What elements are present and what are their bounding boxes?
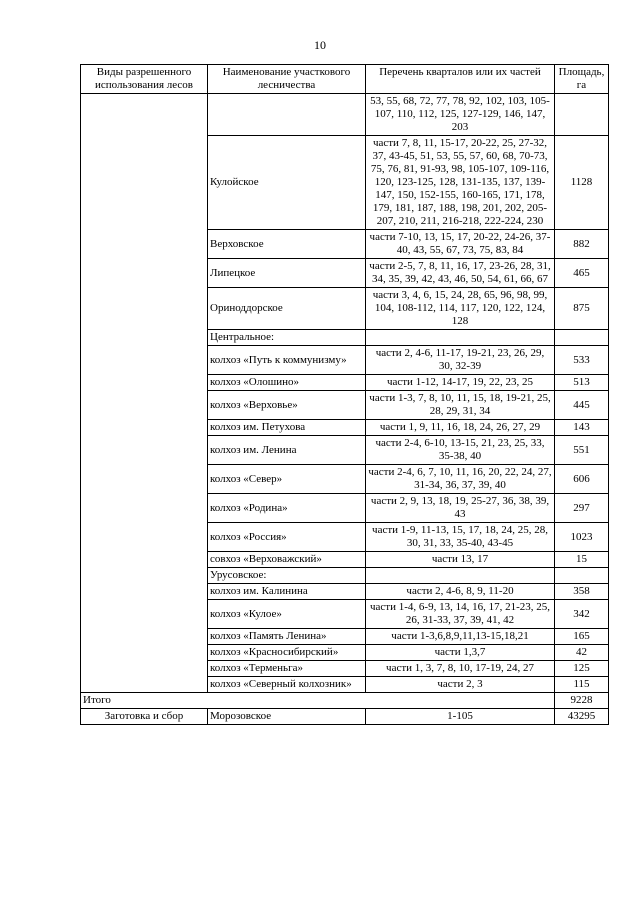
total-label: Итого <box>81 693 555 709</box>
forestry-name-cell: колхоз «Память Ленина» <box>208 629 366 645</box>
forestry-name-cell: колхоз «Родина» <box>208 494 366 523</box>
area-cell: 606 <box>555 465 609 494</box>
area-cell <box>555 568 609 584</box>
quarters-cell <box>366 330 555 346</box>
quarters-cell: части 2, 3 <box>366 677 555 693</box>
header-quarters-list: Перечень кварталов или их частей <box>366 65 555 94</box>
quarters-cell: части 2-4, 6-10, 13-15, 21, 23, 25, 33, 35-38, 40 <box>366 436 555 465</box>
forestry-name-cell: колхоз «Терменьга» <box>208 661 366 677</box>
forestry-name-cell: Верховское <box>208 230 366 259</box>
use-type-cell: Заготовка и сбор <box>81 709 208 725</box>
forestry-name-cell: Липецкое <box>208 259 366 288</box>
forestry-name-cell: колхоз «Кулое» <box>208 600 366 629</box>
quarters-cell: части 1-3,6,8,9,11,13-15,18,21 <box>366 629 555 645</box>
area-cell: 115 <box>555 677 609 693</box>
forestry-name-cell: Ориноддорское <box>208 288 366 330</box>
quarters-cell: части 2-5, 7, 8, 11, 16, 17, 23-26, 28, 31, 34, 35, 39, 42, 43, 46, 50, 54, 61, 66, 67 <box>366 259 555 288</box>
area-cell: 43295 <box>555 709 609 725</box>
forestry-name-cell: Центральное: <box>208 330 366 346</box>
total-row <box>81 693 609 709</box>
table-row <box>81 709 609 725</box>
forestry-name-cell: совхоз «Верховажский» <box>208 552 366 568</box>
area-cell: 882 <box>555 230 609 259</box>
header-area: Площадь, га <box>555 65 609 94</box>
forestry-name-cell: колхоз им. Ленина <box>208 436 366 465</box>
quarters-cell: части 1, 9, 11, 16, 18, 24, 26, 27, 29 <box>366 420 555 436</box>
quarters-cell: 1-105 <box>366 709 555 725</box>
quarters-cell: части 1-9, 11-13, 15, 17, 18, 24, 25, 28, 30, 31, 33, 35-40, 43-45 <box>366 523 555 552</box>
quarters-cell: части 1,3,7 <box>366 645 555 661</box>
area-cell <box>555 94 609 136</box>
area-cell: 358 <box>555 584 609 600</box>
quarters-cell <box>366 568 555 584</box>
quarters-cell: 53, 55, 68, 72, 77, 78, 92, 102, 103, 105-107, 110, 112, 125, 127-129, 146, 147, 203 <box>366 94 555 136</box>
area-cell: 342 <box>555 600 609 629</box>
quarters-cell: части 2-4, 6, 7, 10, 11, 16, 20, 22, 24, 27, 31-34, 36, 37, 39, 40 <box>366 465 555 494</box>
area-cell: 875 <box>555 288 609 330</box>
quarters-cell: части 1-4, 6-9, 13, 14, 16, 17, 21-23, 25, 26, 31-33, 37, 39, 41, 42 <box>366 600 555 629</box>
area-cell: 1128 <box>555 136 609 230</box>
quarters-cell: части 1-12, 14-17, 19, 22, 23, 25 <box>366 375 555 391</box>
quarters-cell: части 7-10, 13, 15, 17, 20-22, 24-26, 37-40, 43, 55, 67, 73, 75, 83, 84 <box>366 230 555 259</box>
page-number: 10 <box>314 38 326 52</box>
forestry-name-cell: колхоз «Россия» <box>208 523 366 552</box>
quarters-cell: части 3, 4, 6, 15, 24, 28, 65, 96, 98, 99, 104, 108-112, 114, 117, 120, 122, 124, 128 <box>366 288 555 330</box>
forestry-name-cell <box>208 94 366 136</box>
use-type-cell <box>81 94 208 693</box>
forestry-name-cell: колхоз «Север» <box>208 465 366 494</box>
forestry-name-cell: колхоз «Красносибирский» <box>208 645 366 661</box>
forestry-name-cell: Кулойское <box>208 136 366 230</box>
quarters-cell: части 13, 17 <box>366 552 555 568</box>
area-cell: 143 <box>555 420 609 436</box>
area-cell: 445 <box>555 391 609 420</box>
forestry-name-cell: колхоз «Северный колхозник» <box>208 677 366 693</box>
area-cell: 297 <box>555 494 609 523</box>
quarters-cell: части 2, 9, 13, 18, 19, 25-27, 36, 38, 39, 43 <box>366 494 555 523</box>
table-header-row <box>81 65 609 94</box>
forestry-name-cell: Морозовское <box>208 709 366 725</box>
quarters-cell: части 2, 4-6, 8, 9, 11-20 <box>366 584 555 600</box>
quarters-cell: части 2, 4-6, 11-17, 19-21, 23, 26, 29, 30, 32-39 <box>366 346 555 375</box>
forest-use-table <box>80 64 609 725</box>
quarters-cell: части 1, 3, 7, 8, 10, 17-19, 24, 27 <box>366 661 555 677</box>
quarters-cell: части 1-3, 7, 8, 10, 11, 15, 18, 19-21, 25, 28, 29, 31, 34 <box>366 391 555 420</box>
area-cell: 165 <box>555 629 609 645</box>
area-cell: 125 <box>555 661 609 677</box>
area-cell: 533 <box>555 346 609 375</box>
area-cell: 513 <box>555 375 609 391</box>
header-forestry-name: Наименование участкового лесничества <box>208 65 366 94</box>
area-cell: 42 <box>555 645 609 661</box>
forestry-name-cell: колхоз «Верховье» <box>208 391 366 420</box>
area-cell: 1023 <box>555 523 609 552</box>
forestry-name-cell: колхоз «Олошино» <box>208 375 366 391</box>
forestry-name-cell: колхоз им. Калинина <box>208 584 366 600</box>
forestry-name-cell: колхоз «Путь к коммунизму» <box>208 346 366 375</box>
area-cell <box>555 330 609 346</box>
area-cell: 551 <box>555 436 609 465</box>
forestry-name-cell: колхоз им. Петухова <box>208 420 366 436</box>
area-cell: 15 <box>555 552 609 568</box>
quarters-cell: части 7, 8, 11, 15-17, 20-22, 25, 27-32, 37, 43-45, 51, 53, 55, 57, 60, 68, 70-73, 75, 76, 81, 91-93, 98, 105-107, 109-116, 120, 123-125, 128, 131-135, 137, 139-147, 150, 152-155, 160-165, 171, 178, 179, 181, 187, 188, 198, 201, 202, 205-207, 210, 211, 216-218, 222-224, 230 <box>366 136 555 230</box>
header-use-type: Виды разрешенного использования лесов <box>81 65 208 94</box>
table-row <box>81 94 609 136</box>
total-area: 9228 <box>555 693 609 709</box>
area-cell: 465 <box>555 259 609 288</box>
forestry-name-cell: Урусовское: <box>208 568 366 584</box>
